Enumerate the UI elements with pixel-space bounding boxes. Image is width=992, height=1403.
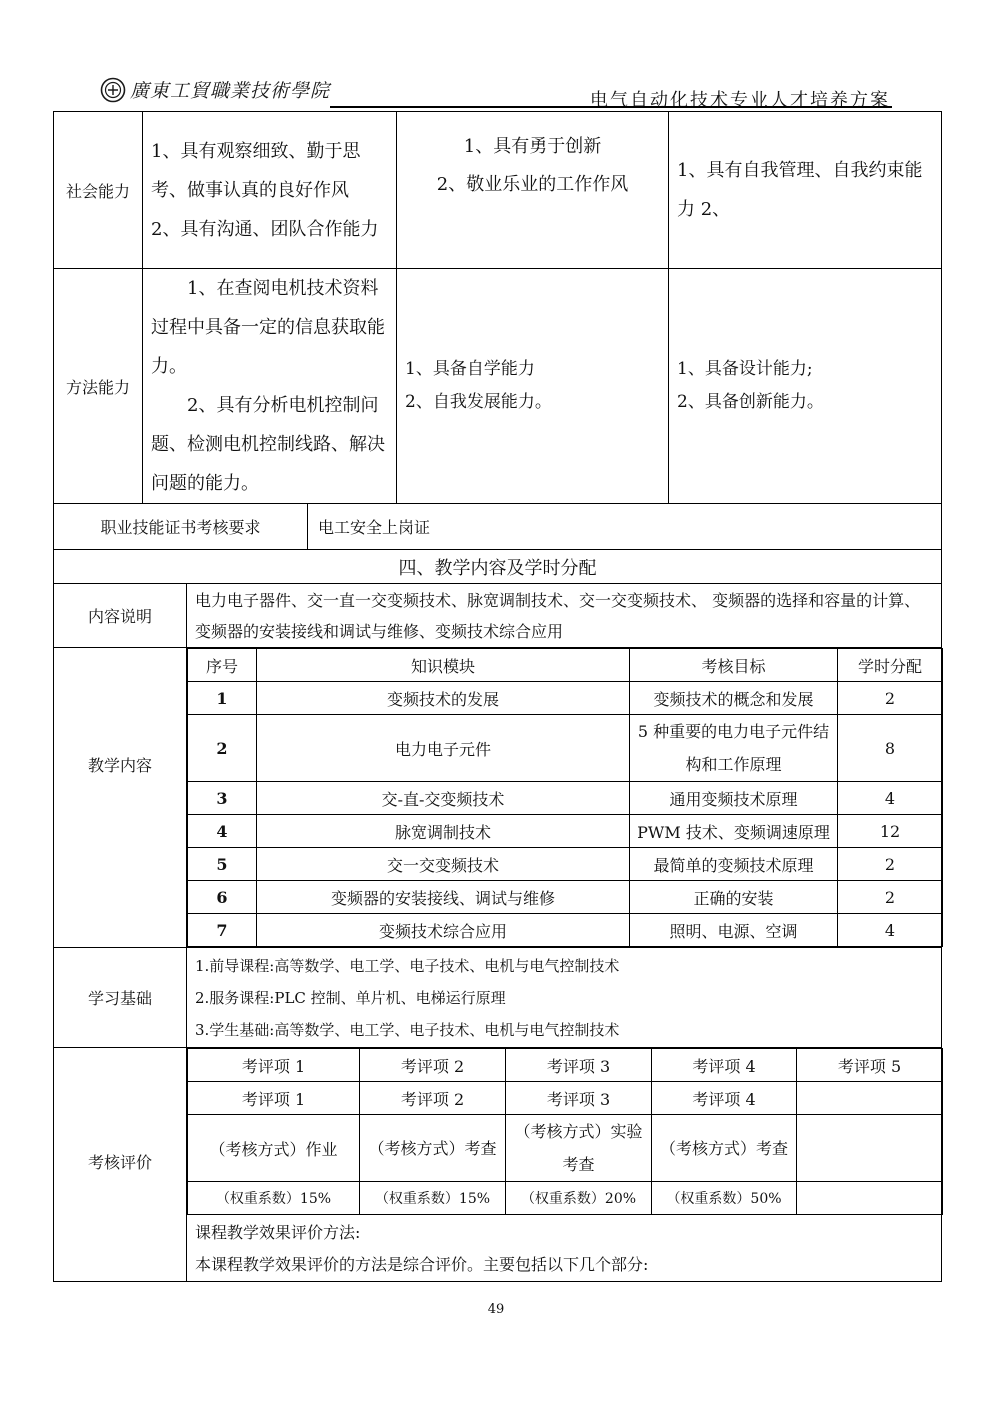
teaching-table-cell [187,648,942,948]
assess-item: 考评项 5 [797,1049,943,1082]
row-hours: 12 [838,815,943,848]
basis-line-2: 2.服务课程:PLC 控制、单片机、电梯运行原理 [195,988,506,1007]
section-4-row [54,550,942,584]
content-desc-row [54,584,942,648]
social-ability-row [54,112,942,269]
assessment-cell [187,1048,942,1282]
method-col1-item-1: 1、在查阅电机技术资料过程中具备一定的信息获取能力。 [151,278,385,377]
method-col1-item-2: 2、具有分析电机控制问题、检测电机控制线路、解决问题的能力。 [151,395,385,494]
certificate-row [54,504,942,550]
document-title: 电气自动化技术专业人才培养方案 [590,90,890,111]
row-goal: 照明、电源、空调 [630,914,838,947]
content-desc-text: 电力电子器件、交一直一交变频技术、脉宽调制技术、交一交变频技术、 变频器的选择和容量的计算、变频器的安装接线和调试与维修、变频技术综合应用 [195,590,921,641]
teaching-table [187,648,943,947]
assess-item: 考评项 3 [506,1082,652,1115]
school-emblem-icon [100,77,126,103]
learning-basis-label: 学习基础 [54,948,187,1048]
row-no: 7 [188,914,257,947]
teaching-row [54,648,942,948]
table-row [188,914,943,947]
row-module: 交一交变频技术 [257,848,630,881]
method-ability-col2 [397,269,669,504]
row-module: 变频器的安装接线、调试与维修 [257,881,630,914]
assess-item: 考评项 1 [188,1082,360,1115]
table-row [188,881,943,914]
assessment-label [54,1048,187,1282]
row-module: 电力电子元件 [257,715,630,782]
row-hours: 4 [838,782,943,815]
assess-item: 考评项 4 [652,1049,797,1082]
teaching-label [54,648,187,948]
assessment-row [54,1048,942,1282]
teaching-header-row [188,649,943,682]
logo-text: 廣東工貿職業技術學院 [130,80,331,102]
method-ability-row [54,269,942,504]
row-no: 1 [188,682,257,715]
assess-method: （考核方式）实验考查 [506,1115,652,1182]
header-rule [330,106,892,108]
method-ability-col3 [669,269,942,504]
assess-weight: （权重系数）50% [652,1182,797,1215]
row-goal: 最简单的变频技术原理 [630,848,838,881]
table-row [188,682,943,715]
basis-line-1: 1.前导课程:高等数学、电工学、电子技术、电机与电气控制技术 [195,956,620,975]
assessment-table [187,1048,943,1215]
social-col2-item-2: 2、敬业乐业的工作作风 [436,174,629,195]
social-ability-col1 [143,112,397,269]
row-no: 4 [188,815,257,848]
certificate-value: 电工安全上岗证 [308,504,942,550]
table-row [188,815,943,848]
assess-method: （考核方式）考查 [652,1115,797,1182]
assess-weight: （权重系数）15% [188,1182,360,1215]
assess-item: 考评项 4 [652,1082,797,1115]
assess-row-1 [188,1049,943,1082]
social-col2-item-1: 1、具有勇于创新 [463,136,602,157]
row-hours: 2 [838,848,943,881]
row-goal: 变频技术的概念和发展 [630,682,838,715]
row-module: 变频技术综合应用 [257,914,630,947]
row-module: 交-直-交变频技术 [257,782,630,815]
col-header-hours: 学时分配 [838,649,943,682]
page-header [100,70,892,110]
assess-item: 考评项 2 [360,1049,506,1082]
school-logo [100,74,430,106]
social-ability-label: 社会能力 [54,112,143,269]
row-no: 3 [188,782,257,815]
col-header-goal: 考核目标 [630,649,838,682]
assess-weight: （权重系数）20% [506,1182,652,1215]
assess-method-text: 本课程教学效果评价的方法是综合评价。主要包括以下几个部分: [195,1255,649,1274]
teaching-label-text: 教学内容 [87,756,152,775]
method-col3-item-1: 1、具备设计能力; [677,359,813,379]
certificate-label: 职业技能证书考核要求 [54,504,308,550]
method-col2-item-2: 2、自我发展能力。 [405,392,552,412]
section-4-title: 四、教学内容及学时分配 [54,550,942,584]
learning-basis-cell [187,948,942,1048]
learning-basis-row [54,948,942,1048]
assess-row-4 [188,1182,943,1215]
row-goal: 正确的安装 [630,881,838,914]
row-hours: 2 [838,682,943,715]
method-col2-item-1: 1、具备自学能力 [405,359,535,379]
assess-method: （考核方式）作业 [188,1115,360,1182]
assess-item: 考评项 2 [360,1082,506,1115]
col-header-no: 序号 [188,649,257,682]
row-no: 5 [188,848,257,881]
method-ability-label: 方法能力 [54,269,143,504]
table-row [188,848,943,881]
social-ability-col3 [669,112,942,269]
assess-method [797,1115,943,1182]
col-header-module: 知识模块 [257,649,630,682]
table-row [188,782,943,815]
content-desc-cell [187,584,942,648]
page-number: 49 [487,1302,505,1317]
row-goal: 通用变频技术原理 [630,782,838,815]
row-hours: 4 [838,914,943,947]
social-ability-col2 [397,112,669,269]
row-module: 脉宽调制技术 [257,815,630,848]
method-col3-item-2: 2、具备创新能力。 [677,392,824,412]
row-goal: 5 种重要的电力电子元件结构和工作原理 [630,715,838,782]
content-desc-label: 内容说明 [54,584,187,648]
course-table [53,111,942,1282]
row-no: 2 [188,715,257,782]
row-goal: PWM 技术、变频调速原理 [630,815,838,848]
assess-row-2 [188,1082,943,1115]
assessment-label-text: 考核评价 [87,1153,152,1172]
assess-method: （考核方式）考查 [360,1115,506,1182]
assess-item: 考评项 1 [188,1049,360,1082]
assess-method-title: 课程教学效果评价方法: [195,1223,361,1242]
assess-weight: （权重系数）15% [360,1182,506,1215]
assess-weight [797,1182,943,1215]
assess-item: 考评项 3 [506,1049,652,1082]
social-col1-item-1: 1、具有观察细致、勤于思考、做事认真的良好作风 [151,140,361,201]
method-ability-col1 [143,269,397,504]
row-hours: 2 [838,881,943,914]
social-col3-text: 1、具有自我管理、自我约束能力 2、 [677,160,923,220]
table-row [188,715,943,782]
assess-row-3 [188,1115,943,1182]
row-module: 变频技术的发展 [257,682,630,715]
social-col1-item-2: 2、具有沟通、团队合作能力 [151,218,379,240]
basis-line-3: 3.学生基础:高等数学、电工学、电子技术、电机与电气控制技术 [195,1020,620,1039]
row-hours: 8 [838,715,943,782]
assess-item [797,1082,943,1115]
row-no: 6 [188,881,257,914]
